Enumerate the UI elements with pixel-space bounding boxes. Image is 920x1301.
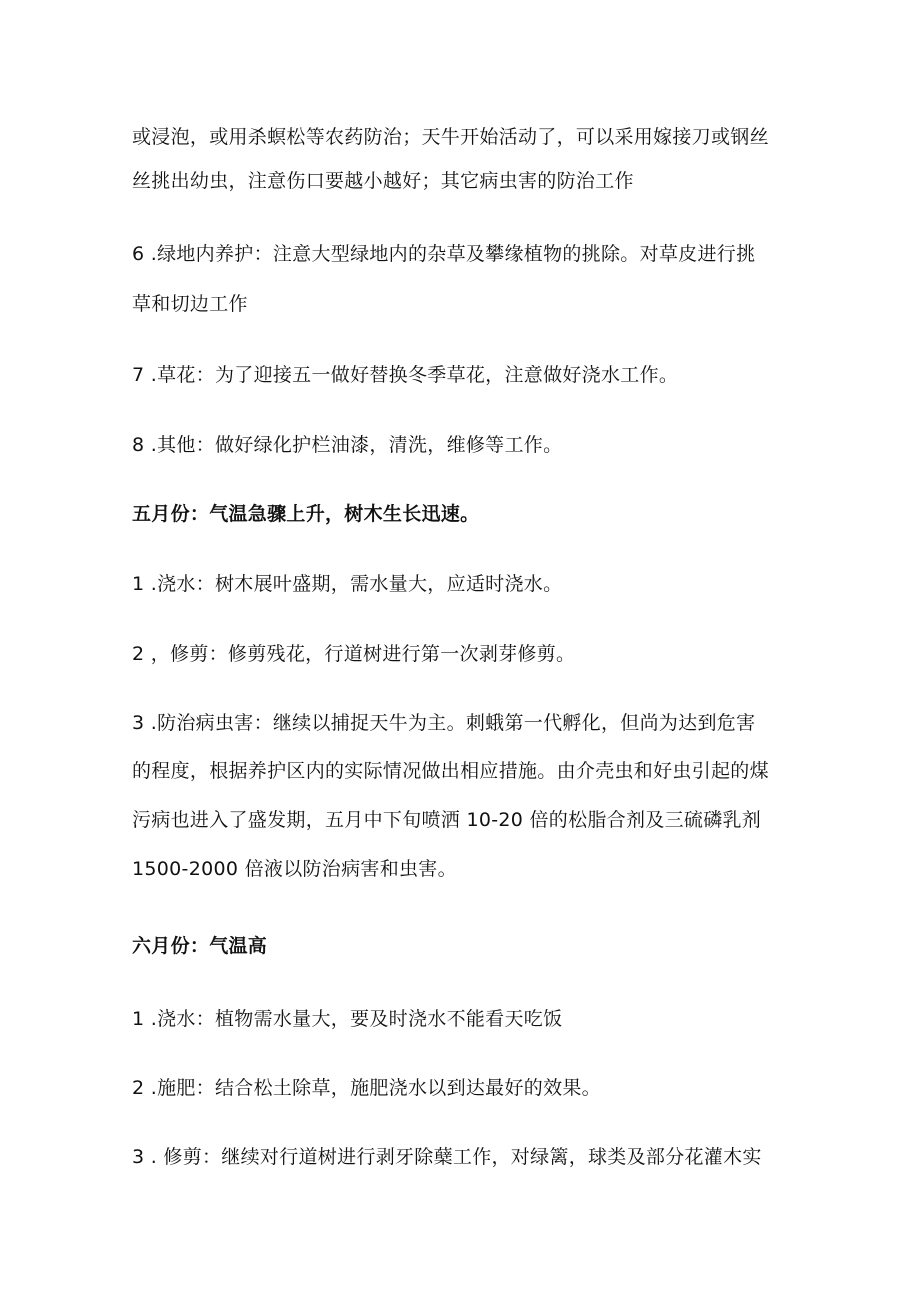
paragraph-line: 1500-2000 倍液以防治病害和虫害。 (132, 858, 457, 880)
list-item-3: 3 . 修剪：继续对行道树进行剥牙除蘖工作，对绿篱，球类及部分花灌木实 (132, 1146, 762, 1168)
list-item-7: 7 .草花：为了迎接五一做好替换冬季草花，注意做好浇水工作。 (132, 364, 679, 386)
list-item-2: 2 .施肥：结合松土除草，施肥浇水以到达最好的效果。 (132, 1077, 601, 1099)
paragraph-line: 草和切边工作 (132, 293, 248, 315)
paragraph-line: 污病也进入了盛发期，五月中下旬喷洒 10-20 倍的松脂合剂及三硫磷乳剂 (132, 809, 762, 831)
list-item-6: 6 .绿地内养护：注意大型绿地内的杂草及攀缘植物的挑除。对草皮进行挑 (132, 243, 756, 265)
section-heading-may: 五月份：气温急骤上升，树木生长迅速。 (132, 503, 480, 525)
paragraph-line: 或浸泡，或用杀螟松等农药防治；天牛开始活动了，可以采用嫁接刀或钢丝 (132, 126, 769, 148)
list-item-1: 1 .浇水：植物需水量大，要及时浇水不能看天吃饭 (132, 1008, 563, 1030)
list-item-1: 1 .浇水：树木展叶盛期，需水量大，应适时浇水。 (132, 573, 563, 595)
paragraph-line: 的程度，根据养护区内的实际情况做出相应措施。由介壳虫和好虫引起的煤 (132, 760, 769, 782)
list-item-2: 2 ，修剪：修剪残花，行道树进行第一次剥芽修剪。 (132, 643, 576, 665)
paragraph-line: 丝挑出幼虫，注意伤口要越小越好；其它病虫害的防治工作 (132, 170, 634, 192)
list-item-3: 3 .防治病虫害：继续以捕捉天牛为主。刺蛾第一代孵化，但尚为达到危害 (132, 712, 756, 734)
section-heading-june: 六月份：气温高 (132, 935, 268, 957)
list-item-8: 8 .其他：做好绿化护栏油漆，清洗，维修等工作。 (132, 434, 563, 456)
